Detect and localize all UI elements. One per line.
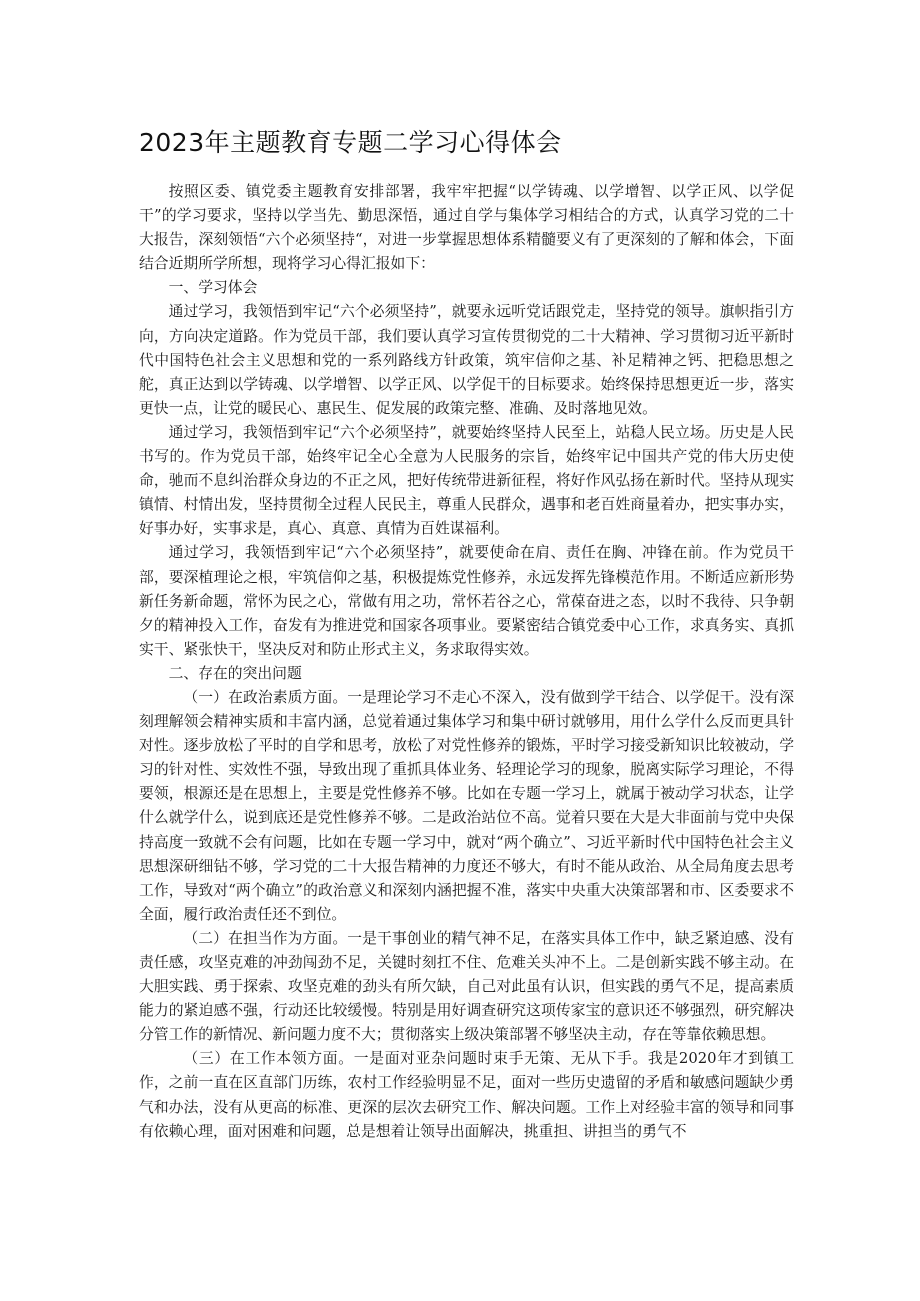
body-paragraph: （二）在担当作为方面。一是干事创业的精气神不足，在落实具体工作中，缺乏紧迫感、没有责任感，攻坚克难的冲劲闯劲不足，关键时刻扛不住、危难关头冲不上。二是创新实践不够主动。在大胆实践、勇于探索、攻坚克难的劲头有所欠缺，自己对此虽有认识，但实践的勇气不足，提高素质能力的紧迫感不强，行动还比较缓慢。特别是用好调查研究这项传家宝的意识还不够强烈，研究解决分管工作的新情况、新问题力度不大；贯彻落实上级决策部署不够坚决主动，存在等靠依赖思想。 (139, 929, 794, 1044)
section-heading-study: 一、学习体会 (168, 279, 258, 297)
body-paragraph: （三）在工作本领方面。一是面对亚杂问题时束手无策、无从下手。我是2020年才到镇工作，之前一直在区直部门历练，农村工作经验明显不足，面对一些历史遗留的矛盾和敏感问题缺少勇气和办法，没有从更高的标准、更深的层次去研究工作、解决问题。工作上对经验丰富的领导和同事有依赖心理，面对困难和问题，总是想着让领导出面解决，挑重担、讲担当的勇气不 (139, 1050, 794, 1140)
document-title: 2023年主题教育专题二学习心得体会 (139, 128, 562, 157)
body-paragraph: 通过学习，我领悟到牢记“六个必须坚持”，就要始终坚持人民至上，站稳人民立场。历史是人民书写的。作为党员干部，始终牢记全心全意为人民服务的宗旨，始终牢记中国共产党的伟大历史使命，驰而不息纠治群众身边的不正之风，把好传统带进新征程，将好作风弘扬在新时代。坚持从现实镇情、村情出发，坚持贯彻全过程人民民主，尊重人民群众，遇事和老百姓商量着办，把实事办实，好事办好，实事求是，真心、真意、真情为百姓谋福利。 (139, 423, 794, 538)
section-heading-problems: 二、存在的突出问题 (168, 664, 302, 682)
body-paragraph: 通过学习，我领悟到牢记“六个必须坚持”，就要永远听党话跟党走，坚持党的领导。旗帜指引方向，方向决定道路。作为党员干部，我们要认真学习宣传贯彻党的二十大精神、学习贯彻习近平新时代中国特色社会主义思想和党的一系列路线方针政策，筑牢信仰之基、补足精神之钙、把稳思想之舵，真正达到以学铸魂、以学增智、以学正风、以学促干的目标要求。始终保持思想更近一步，落实更快一点，让党的暖民心、惠民生、促发展的政策完整、准确、及时落地见效。 (139, 303, 794, 417)
document-body (139, 180, 794, 1144)
body-paragraph: 通过学习，我领悟到牢记“六个必须坚持”，就要使命在肩、责任在胸、冲锋在前。作为党员干部，要深植理论之根，牢筑信仰之基，积极提炼党性修养，永远发挥先锋模范作用。不断适应新形势新任务新命题，常怀为民之心，常做有用之功，常怀若谷之心，常葆奋进之态，以时不我待、只争朝夕的精神投入工作，奋发有为推进党和国家各项事业。要紧密结合镇党委中心工作，求真务实、真抓实干、紧张快干，坚决反对和防止形式主义，务求取得实效。 (139, 544, 794, 658)
body-paragraph: （一）在政治素质方面。一是理论学习不走心不深入，没有做到学干结合、以学促干。没有深刻理解领会精神实质和丰富内涵，总觉着通过集体学习和集中研讨就够用，用什么学什么反而更具针对性。逐步放松了平时的自学和思考，放松了对党性修养的锻炼，平时学习接受新知识比较被动，学习的针对性、实效性不强，导致出现了重抓具体业务、轻理论学习的现象，脱离实际学习理论，不得要领，根源还是在思想上，主要是党性修养不够。比如在专题一学习上，就属于被动学习状态，让学什么就学什么，说到底还是党性修养不够。二是政治站位不高。觉着只要在大是大非面前与党中央保持高度一致就不会有问题，比如在专题一学习中，就对“两个确立”、习近平新时代中国特色社会主义思想深研细钻不够，学习党的二十大报告精神的力度还不够大，有时不能从政治、从全局角度去思考工作，导致对“两个确立”的政治意义和深刻内涵把握不准，落实中央重大决策部署和市、区委要求不全面，履行政治责任还不到位。 (139, 688, 794, 923)
intro-paragraph: 按照区委、镇党委主题教育安排部署，我牢牢把握“以学铸魂、以学增智、以学正风、以学促干”的学习要求，坚持以学当先、勤思深悟，通过自学与集体学习相结合的方式，认真学习党的二十大报告，深刻领悟“六个必须坚持“，对进一步掌握思想体系精髓要义有了更深刻的了解和体会，下面结合近期所学所想，现将学习心得汇报如下： (139, 183, 794, 273)
